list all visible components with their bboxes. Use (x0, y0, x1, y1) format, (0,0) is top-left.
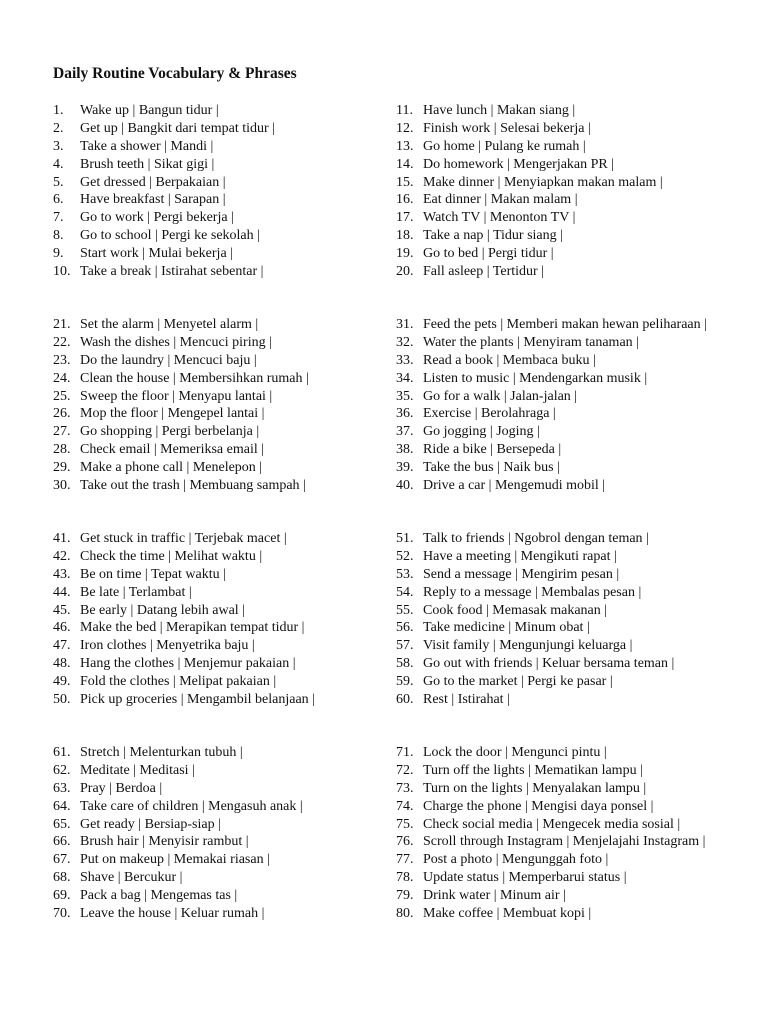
item-phrase: Have breakfast | Sarapan | (80, 192, 226, 208)
list-item (53, 477, 309, 495)
item-number: 39. (396, 460, 414, 476)
item-phrase: Go out with friends | Keluar bersama teman | (423, 656, 675, 672)
item-phrase: Eat dinner | Makan malam | (423, 192, 578, 208)
item-phrase: Go home | Pulang ke rumah | (423, 138, 586, 154)
item-number: 55. (396, 602, 414, 618)
item-number: 60. (396, 692, 414, 708)
item-phrase: Put on makeup | Memakai riasan | (80, 852, 270, 868)
list-item (53, 602, 315, 620)
list-item (396, 602, 674, 620)
item-number: 48. (53, 656, 71, 672)
item-number: 14. (396, 156, 414, 172)
item-phrase: Get ready | Bersiap-siap | (80, 816, 221, 832)
list-item (53, 691, 315, 709)
item-phrase: Leave the house | Keluar rumah | (80, 906, 265, 922)
item-number: 28. (53, 442, 71, 458)
item-number: 9. (53, 246, 64, 262)
item-number: 52. (396, 548, 414, 564)
item-number: 80. (396, 906, 414, 922)
list-item (396, 334, 707, 352)
item-number: 40. (396, 478, 414, 494)
item-number: 69. (53, 888, 71, 904)
item-phrase: Check the time | Melihat waktu | (80, 548, 263, 564)
item-number: 66. (53, 834, 71, 850)
item-phrase: Reply to a message | Membalas pesan | (423, 584, 642, 600)
item-number: 23. (53, 352, 71, 368)
item-phrase: Take care of children | Mengasuh anak | (80, 798, 303, 814)
item-phrase: Take a shower | Mandi | (80, 138, 214, 154)
item-number: 42. (53, 548, 71, 564)
item-number: 34. (396, 370, 414, 386)
list-item (396, 851, 705, 869)
item-number: 18. (396, 228, 414, 244)
item-number: 36. (396, 406, 414, 422)
list-item (396, 744, 705, 762)
item-number: 41. (53, 531, 71, 546)
item-number: 27. (53, 424, 71, 440)
item-number: 44. (53, 584, 71, 600)
list-item (396, 263, 663, 281)
list-item (396, 655, 674, 673)
list-item (53, 209, 275, 227)
list-item (53, 441, 309, 459)
item-number: 74. (396, 798, 414, 814)
item-phrase: Be on time | Tepat waktu | (80, 566, 226, 582)
list-item (396, 370, 707, 388)
vocab-column-right (396, 316, 707, 495)
item-phrase: Check social media | Mengecek media sosial | (423, 816, 681, 832)
list-item (53, 637, 315, 655)
item-number: 6. (53, 192, 64, 208)
list-item (53, 530, 315, 548)
item-number: 67. (53, 852, 71, 868)
item-number: 32. (396, 334, 414, 350)
item-number: 65. (53, 816, 71, 832)
list-item (396, 762, 705, 780)
list-item (396, 156, 663, 174)
item-phrase: Pick up groceries | Mengambil belanjaan | (80, 692, 315, 708)
list-item (396, 174, 663, 192)
list-item (396, 673, 674, 691)
list-item (53, 655, 315, 673)
list-item (53, 156, 275, 174)
item-phrase: Get dressed | Berpakaian | (80, 174, 226, 190)
item-phrase: Exercise | Berolahraga | (423, 406, 556, 422)
list-item (53, 762, 303, 780)
item-number: 77. (396, 852, 414, 868)
item-phrase: Watch TV | Menonton TV | (423, 210, 576, 226)
list-item (53, 120, 275, 138)
item-phrase: Ride a bike | Bersepeda | (423, 442, 562, 458)
item-number: 51. (396, 531, 414, 546)
item-phrase: Get stuck in traffic | Terjebak macet | (80, 531, 287, 546)
item-number: 49. (53, 674, 71, 690)
item-phrase: Update status | Memperbarui status | (423, 870, 627, 886)
item-phrase: Sweep the floor | Menyapu lantai | (80, 388, 273, 404)
item-number: 15. (396, 174, 414, 190)
item-number: 10. (53, 264, 71, 280)
item-phrase: Drink water | Minum air | (423, 888, 566, 904)
list-item (53, 869, 303, 887)
list-item (396, 191, 663, 209)
list-item (53, 245, 275, 263)
item-phrase: Finish work | Selesai bekerja | (423, 120, 591, 136)
vocab-column-left (53, 530, 315, 709)
list-item (53, 263, 275, 281)
item-number: 57. (396, 638, 414, 654)
list-item (53, 566, 315, 584)
item-number: 50. (53, 692, 71, 708)
item-phrase: Make a phone call | Menelepon | (80, 460, 263, 476)
item-number: 68. (53, 870, 71, 886)
item-phrase: Fall asleep | Tertidur | (423, 264, 545, 280)
list-item (53, 423, 309, 441)
list-item (53, 191, 275, 209)
list-item (396, 102, 663, 120)
item-number: 31. (396, 317, 414, 332)
item-number: 38. (396, 442, 414, 458)
list-item (396, 887, 705, 905)
item-number: 47. (53, 638, 71, 654)
list-item (53, 816, 303, 834)
item-phrase: Meditate | Meditasi | (80, 762, 195, 778)
list-item (396, 352, 707, 370)
item-number: 78. (396, 870, 414, 886)
item-phrase: Do the laundry | Mencuci baju | (80, 352, 257, 368)
item-phrase: Stretch | Melenturkan tubuh | (80, 745, 243, 760)
list-item (396, 833, 705, 851)
list-item (53, 388, 309, 406)
item-number: 63. (53, 780, 71, 796)
item-number: 22. (53, 334, 71, 350)
item-phrase: Be early | Datang lebih awal | (80, 602, 245, 618)
item-number: 35. (396, 388, 414, 404)
list-item (53, 887, 303, 905)
list-item (396, 316, 707, 334)
item-number: 43. (53, 566, 71, 582)
item-number: 59. (396, 674, 414, 690)
list-item (396, 816, 705, 834)
list-item (53, 370, 309, 388)
item-phrase: Go to the market | Pergi ke pasar | (423, 674, 613, 690)
list-item (53, 102, 275, 120)
list-item (396, 566, 674, 584)
item-number: 25. (53, 388, 71, 404)
list-item (396, 245, 663, 263)
item-number: 76. (396, 834, 414, 850)
item-phrase: Take a nap | Tidur siang | (423, 228, 563, 244)
list-item (396, 530, 674, 548)
item-number: 73. (396, 780, 414, 796)
item-number: 8. (53, 228, 64, 244)
item-phrase: Fold the clothes | Melipat pakaian | (80, 674, 277, 690)
item-number: 11. (396, 103, 413, 118)
list-item (396, 798, 705, 816)
item-number: 56. (396, 620, 414, 636)
list-item (396, 905, 705, 923)
item-number: 64. (53, 798, 71, 814)
item-phrase: Have a meeting | Mengikuti rapat | (423, 548, 617, 564)
list-item (396, 691, 674, 709)
item-phrase: Brush hair | Menyisir rambut | (80, 834, 249, 850)
list-item (53, 833, 303, 851)
list-item (396, 869, 705, 887)
item-number: 61. (53, 745, 71, 760)
list-item (396, 405, 707, 423)
list-item (396, 423, 707, 441)
item-phrase: Charge the phone | Mengisi daya ponsel | (423, 798, 654, 814)
item-number: 53. (396, 566, 414, 582)
item-phrase: Make coffee | Membuat kopi | (423, 906, 592, 922)
item-number: 16. (396, 192, 414, 208)
list-item (396, 548, 674, 566)
list-item (396, 459, 707, 477)
list-item (53, 405, 309, 423)
list-item (396, 619, 674, 637)
list-item (396, 637, 674, 655)
item-number: 79. (396, 888, 414, 904)
item-phrase: Take a break | Istirahat sebentar | (80, 264, 264, 280)
vocab-column-right (396, 530, 674, 709)
item-phrase: Turn off the lights | Mematikan lampu | (423, 762, 643, 778)
item-phrase: Check email | Memeriksa email | (80, 442, 265, 458)
item-phrase: Rest | Istirahat | (423, 692, 510, 708)
vocab-column-left (53, 102, 275, 281)
item-number: 1. (53, 103, 64, 118)
item-phrase: Have lunch | Makan siang | (423, 103, 576, 118)
item-phrase: Read a book | Membaca buku | (423, 352, 596, 368)
list-item (53, 673, 315, 691)
item-number: 54. (396, 584, 414, 600)
item-phrase: Start work | Mulai bekerja | (80, 246, 233, 262)
list-item (396, 584, 674, 602)
item-phrase: Pray | Berdoa | (80, 780, 163, 796)
item-number: 70. (53, 906, 71, 922)
item-phrase: Lock the door | Mengunci pintu | (423, 745, 607, 760)
item-number: 46. (53, 620, 71, 636)
item-phrase: Set the alarm | Menyetel alarm | (80, 317, 259, 332)
item-phrase: Water the plants | Menyiram tanaman | (423, 334, 639, 350)
list-item (53, 548, 315, 566)
item-phrase: Go shopping | Pergi berbelanja | (80, 424, 260, 440)
list-item (53, 138, 275, 156)
vocab-column-right (396, 102, 663, 281)
item-phrase: Hang the clothes | Menjemur pakaian | (80, 656, 296, 672)
list-item (53, 352, 309, 370)
item-phrase: Be late | Terlambat | (80, 584, 192, 600)
item-number: 33. (396, 352, 414, 368)
vocab-column-left (53, 316, 309, 495)
item-phrase: Iron clothes | Menyetrika baju | (80, 638, 255, 654)
item-number: 71. (396, 745, 414, 760)
list-item (53, 780, 303, 798)
item-phrase: Take out the trash | Membuang sampah | (80, 478, 306, 494)
item-phrase: Visit family | Mengunjungi keluarga | (423, 638, 633, 654)
list-item (396, 388, 707, 406)
item-number: 19. (396, 246, 414, 262)
item-number: 26. (53, 406, 71, 422)
item-phrase: Go to work | Pergi bekerja | (80, 210, 234, 226)
list-item (53, 619, 315, 637)
list-item (53, 851, 303, 869)
item-phrase: Scroll through Instagram | Menjelajahi Instagram | (423, 834, 706, 850)
item-phrase: Talk to friends | Ngobrol dengan teman | (423, 531, 649, 546)
item-number: 75. (396, 816, 414, 832)
item-number: 72. (396, 762, 414, 778)
item-phrase: Mop the floor | Mengepel lantai | (80, 406, 265, 422)
list-item (53, 334, 309, 352)
item-phrase: Take the bus | Naik bus | (423, 460, 560, 476)
item-phrase: Go for a walk | Jalan-jalan | (423, 388, 578, 404)
item-phrase: Go to school | Pergi ke sekolah | (80, 228, 260, 244)
item-number: 7. (53, 210, 64, 226)
vocab-column-right (396, 744, 705, 923)
item-number: 37. (396, 424, 414, 440)
page-title: Daily Routine Vocabulary & Phrases (53, 65, 297, 82)
item-number: 45. (53, 602, 71, 618)
item-phrase: Cook food | Memasak makanan | (423, 602, 608, 618)
list-item (53, 744, 303, 762)
item-phrase: Feed the pets | Memberi makan hewan peliharaan | (423, 317, 707, 332)
item-number: 21. (53, 317, 71, 332)
item-phrase: Post a photo | Mengunggah foto | (423, 852, 609, 868)
item-phrase: Go to bed | Pergi tidur | (423, 246, 554, 262)
list-item (53, 174, 275, 192)
list-item (53, 584, 315, 602)
list-item (396, 138, 663, 156)
item-phrase: Make the bed | Merapikan tempat tidur | (80, 620, 305, 636)
item-phrase: Clean the house | Membersihkan rumah | (80, 370, 309, 386)
list-item (53, 459, 309, 477)
item-number: 58. (396, 656, 414, 672)
list-item (53, 905, 303, 923)
item-number: 62. (53, 762, 71, 778)
list-item (396, 477, 707, 495)
item-phrase: Go jogging | Joging | (423, 424, 540, 440)
item-number: 12. (396, 120, 414, 136)
item-number: 30. (53, 478, 71, 494)
vocab-column-left (53, 744, 303, 923)
item-phrase: Make dinner | Menyiapkan makan malam | (423, 174, 663, 190)
item-number: 5. (53, 174, 64, 190)
item-number: 2. (53, 120, 64, 136)
item-phrase: Do homework | Mengerjakan PR | (423, 156, 615, 172)
list-item (396, 441, 707, 459)
list-item (396, 209, 663, 227)
item-number: 20. (396, 264, 414, 280)
item-number: 29. (53, 460, 71, 476)
item-phrase: Send a message | Mengirim pesan | (423, 566, 620, 582)
list-item (396, 780, 705, 798)
list-item (53, 316, 309, 334)
item-number: 17. (396, 210, 414, 226)
item-phrase: Turn on the lights | Menyalakan lampu | (423, 780, 647, 796)
list-item (396, 227, 663, 245)
item-phrase: Shave | Bercukur | (80, 870, 183, 886)
item-phrase: Get up | Bangkit dari tempat tidur | (80, 120, 275, 136)
item-number: 24. (53, 370, 71, 386)
item-phrase: Wash the dishes | Mencuci piring | (80, 334, 272, 350)
item-number: 3. (53, 138, 64, 154)
list-item (396, 120, 663, 138)
item-phrase: Listen to music | Mendengarkan musik | (423, 370, 648, 386)
item-phrase: Wake up | Bangun tidur | (80, 103, 219, 118)
list-item (53, 798, 303, 816)
item-phrase: Take medicine | Minum obat | (423, 620, 590, 636)
item-phrase: Drive a car | Mengemudi mobil | (423, 478, 606, 494)
item-phrase: Pack a bag | Mengemas tas | (80, 888, 238, 904)
list-item (53, 227, 275, 245)
item-phrase: Brush teeth | Sikat gigi | (80, 156, 215, 172)
item-number: 13. (396, 138, 414, 154)
item-number: 4. (53, 156, 64, 172)
